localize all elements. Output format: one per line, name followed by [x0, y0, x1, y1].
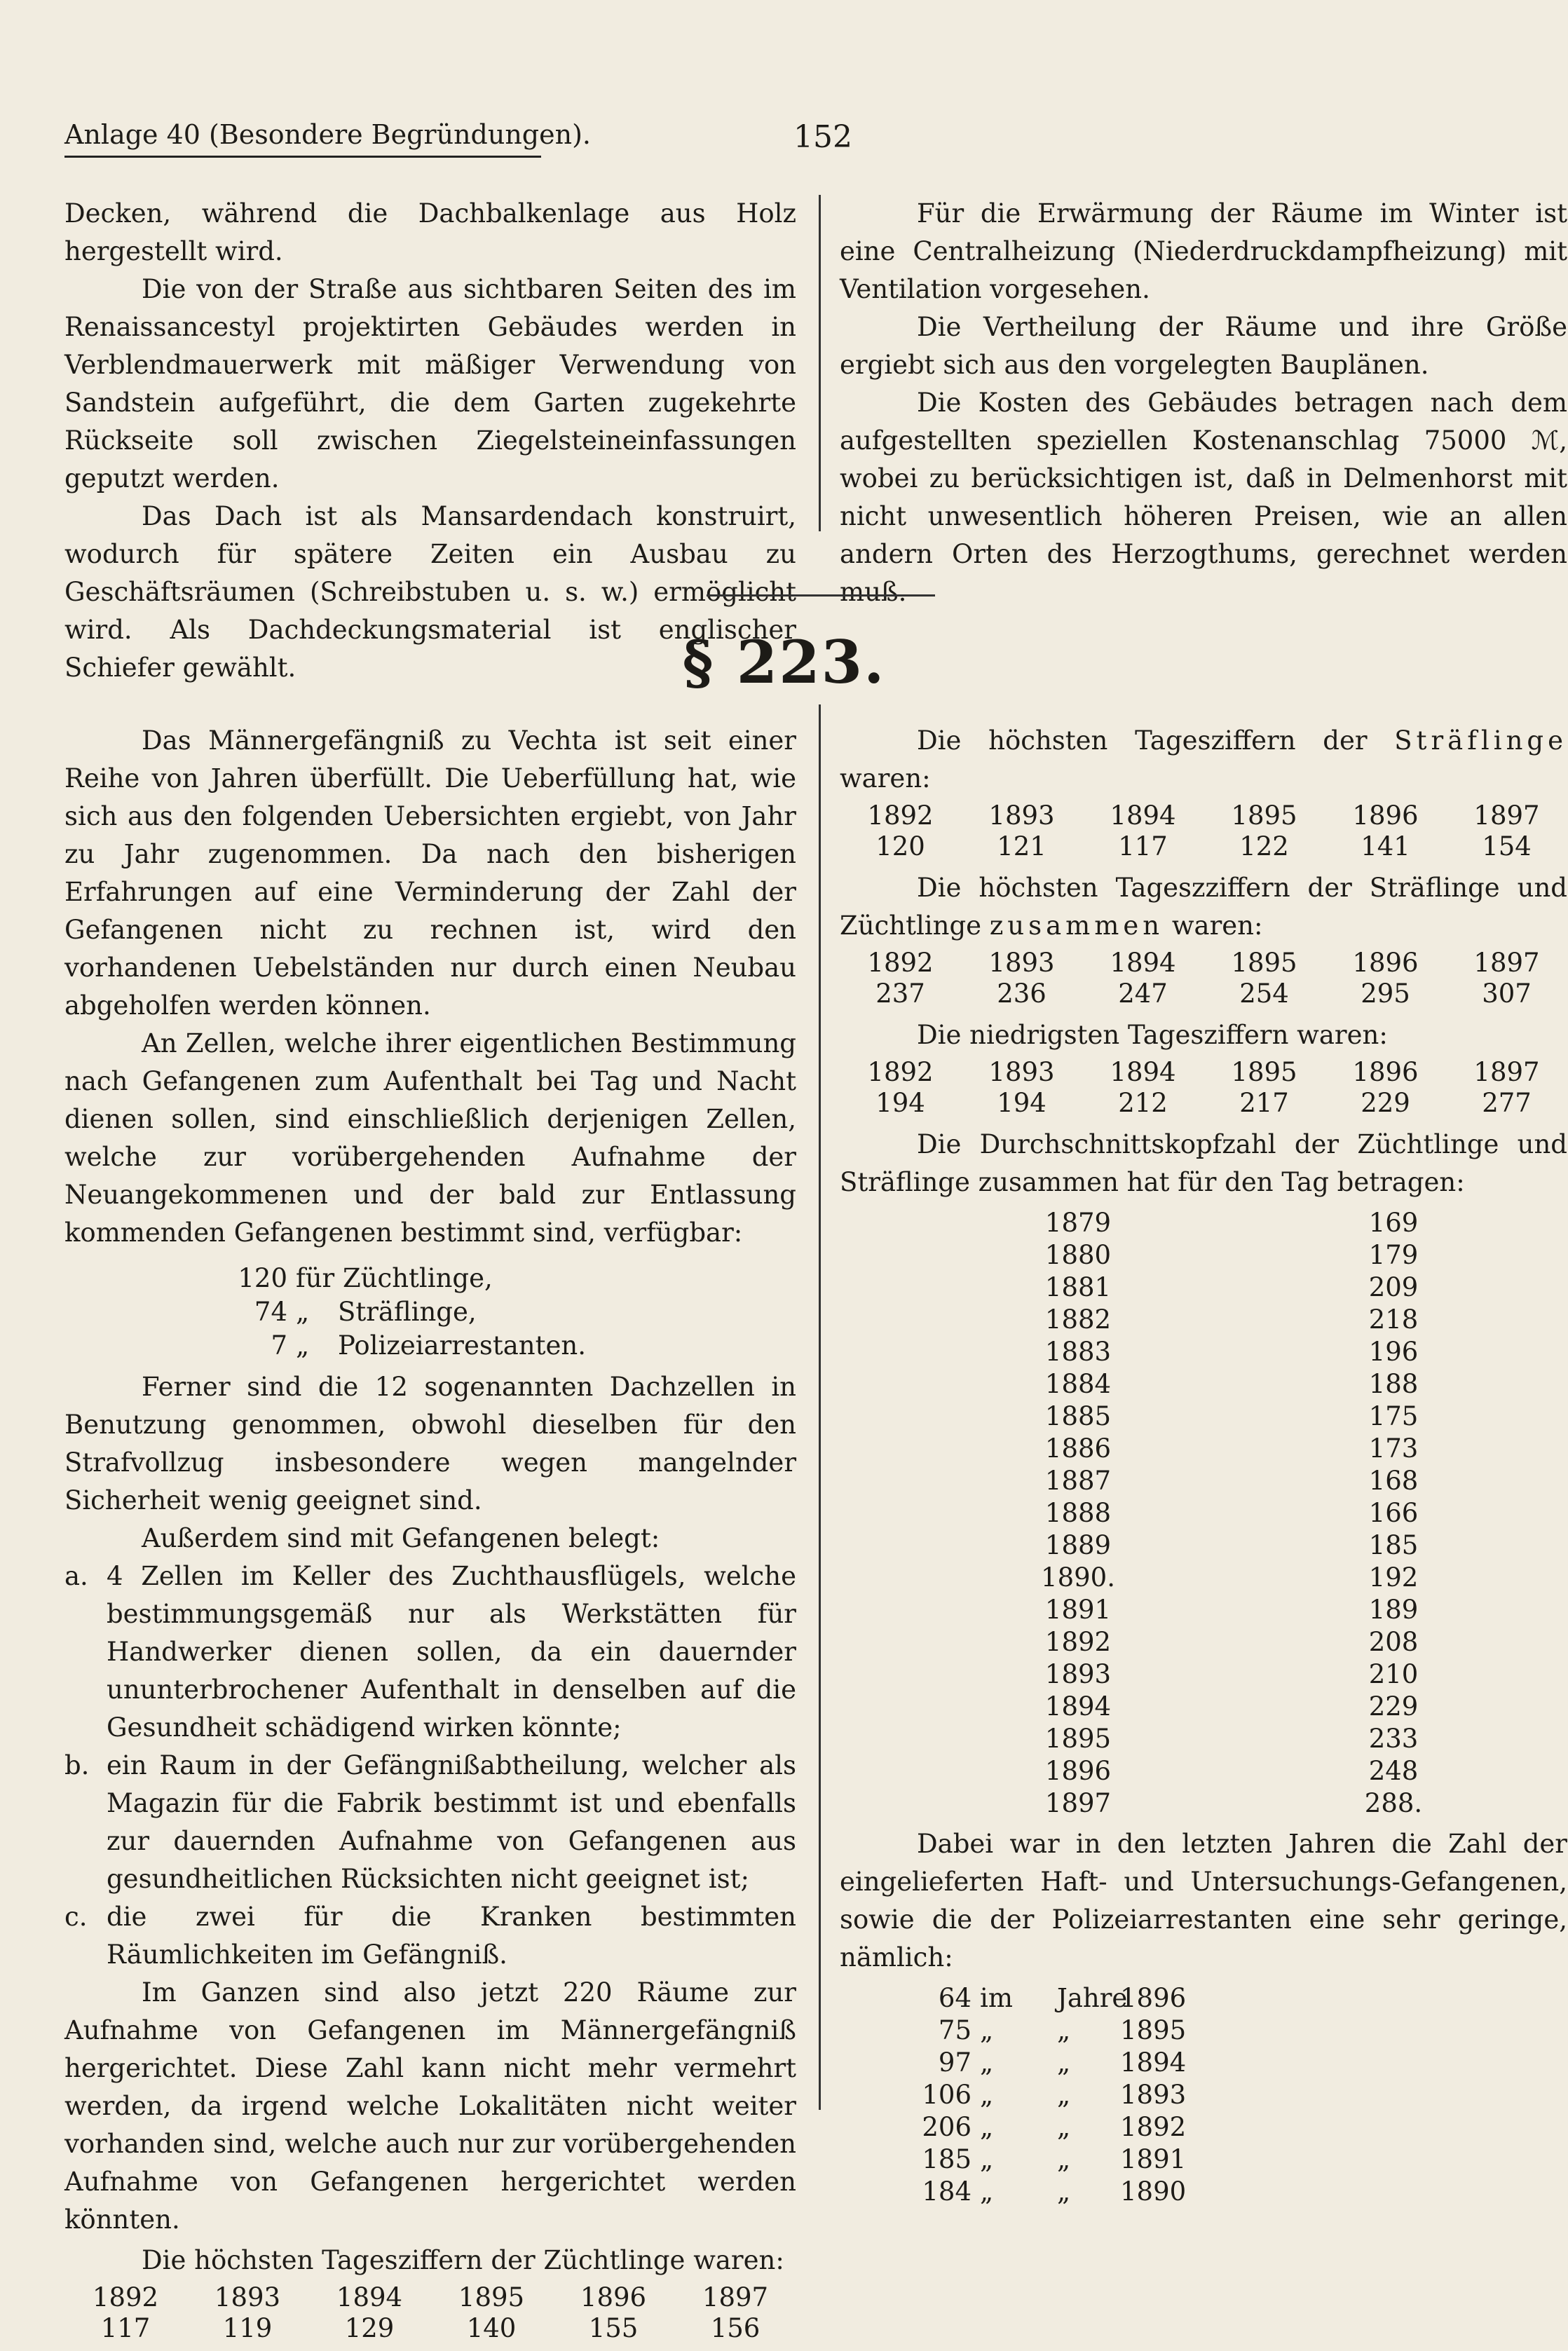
- year-cell: 1893: [1120, 2080, 1187, 2110]
- year-cell: 1897: [1473, 1057, 1540, 1087]
- table-row: [952, 1465, 1567, 1497]
- table-row: [952, 1529, 1567, 1562]
- value-cell: 188: [1368, 1369, 1419, 1399]
- year-row: [64, 2282, 796, 2313]
- value-cell: 237: [875, 979, 925, 1009]
- table-row: [952, 1658, 1567, 1691]
- table-row: [952, 1368, 1567, 1401]
- list-item: [64, 1898, 796, 1974]
- year-cell: 1886: [1044, 1433, 1112, 1464]
- value-cell: 121: [997, 831, 1047, 861]
- year-cell: 1882: [1044, 1304, 1112, 1335]
- word-cell: Jahre: [1057, 1983, 1128, 2013]
- value-cell: 208: [1368, 1627, 1419, 1657]
- allocation-row: [64, 1295, 796, 1329]
- year-cell: 1895: [1231, 800, 1297, 831]
- value-cell: 141: [1361, 831, 1410, 861]
- value-cell: 295: [1361, 979, 1410, 1009]
- title-text: waren:: [840, 763, 931, 793]
- value-cell: 168: [1368, 1466, 1419, 1496]
- paragraph: Im Ganzen sind also jetzt 220 Räume zur Aufnahme von Gefangenen im Männergefängniß hergerichtet. Diese Zahl kann nicht mehr vermehrt werden, da irgend welche Lokalitäten nicht weiter vorhanden sind, welche auch nur zur vorübergehenden Aufnahme von Gefangenen hergerichtet werden könnten.: [64, 1977, 796, 2235]
- word-cell: „: [1057, 2047, 1071, 2078]
- value-cell: 192: [1368, 1562, 1419, 1593]
- year-cell: 1897: [702, 2282, 769, 2312]
- value-cell: 117: [100, 2313, 151, 2343]
- word-cell: „: [1057, 2112, 1071, 2142]
- value-cell: 196: [1368, 1337, 1419, 1367]
- year-cell: 1890.: [1041, 1562, 1115, 1593]
- table-row: [952, 1787, 1567, 1820]
- year-cell: 1894: [1110, 1057, 1176, 1087]
- table-title: Die höchsten Tagesziffern der Züchtlinge waren:: [142, 2245, 784, 2275]
- word-cell: „: [1057, 2144, 1071, 2174]
- value-cell: 210: [1368, 1659, 1419, 1689]
- title-emphasis: zusammen: [989, 911, 1164, 941]
- list-item: [64, 1558, 796, 1747]
- table-row: [952, 1755, 1567, 1787]
- haft-table: [840, 1982, 1567, 2208]
- right-column: [840, 722, 1567, 2214]
- word-cell: „: [1057, 2176, 1071, 2207]
- count-cell: 75: [938, 2015, 972, 2045]
- year-cell: 1879: [1044, 1208, 1112, 1238]
- section-title: § 223.: [682, 627, 886, 697]
- allocation-row: [64, 1329, 796, 1363]
- value-cell: 229: [1361, 1088, 1410, 1118]
- column-divider: [819, 704, 821, 2110]
- year-cell: 1892: [92, 2282, 159, 2312]
- table-row: [952, 1401, 1567, 1433]
- word-cell: „: [1057, 2015, 1071, 2045]
- table-row: [952, 1304, 1567, 1336]
- list-text: ein Raum in der Gefängnißabtheilung, welcher als Magazin für die Fabrik bestimmt ist und ebenfalls zur dauernden Aufnahme von Gefangenen aus gesundheitlichen Rücksichten nicht geeignet ist;: [107, 1750, 796, 1894]
- value-cell: 247: [1118, 979, 1168, 1009]
- word-cell: „: [1057, 2080, 1071, 2110]
- count-cell: 106: [922, 2080, 972, 2110]
- value-cell: 217: [1239, 1088, 1289, 1118]
- value-row: [840, 979, 1567, 1009]
- year-cell: 1880: [1044, 1240, 1112, 1270]
- list-text: 4 Zellen im Keller des Zuchthausflügels, welche bestimmungsgemäß nur als Werkstätten für Handwerker dienen sollen, da ein dauernder ununterbrochener Aufenthalt in denselben auf die Gesundheit schädigend wirken könnte;: [107, 1561, 796, 1743]
- year-cell: 1896: [580, 2282, 647, 2312]
- table-row: [952, 1691, 1567, 1723]
- year-cell: 1894: [1120, 2047, 1187, 2078]
- column-divider: [819, 195, 821, 531]
- cell-allocation: [64, 1262, 796, 1363]
- header-title: Anlage 40 (Besondere Begründungen).: [64, 119, 592, 150]
- value-cell: 119: [222, 2313, 273, 2343]
- value-cell: 120: [875, 831, 925, 861]
- year-cell: 1891: [1044, 1595, 1112, 1625]
- straeflinge-table: [840, 800, 1567, 862]
- allocation-count: 7: [271, 1330, 287, 1361]
- year-cell: 1892: [867, 1057, 934, 1087]
- allocation-label: für Züchtlinge,: [296, 1263, 493, 1293]
- value-cell: 175: [1368, 1401, 1419, 1431]
- value-cell: 248: [1368, 1756, 1419, 1786]
- niedrigsten-table: [840, 1057, 1567, 1119]
- left-column: [64, 722, 796, 2351]
- value-cell: 229: [1368, 1691, 1419, 1722]
- table-row: [952, 1594, 1567, 1626]
- value-cell: 122: [1239, 831, 1289, 861]
- table-row: [896, 1982, 1567, 2015]
- table-row: [896, 2111, 1567, 2144]
- year-cell: 1892: [867, 800, 934, 831]
- year-cell: 1893: [988, 948, 1055, 978]
- value-cell: 129: [344, 2313, 395, 2343]
- year-cell: 1884: [1044, 1369, 1112, 1399]
- list-text: die zwei für die Kranken bestimmten Räumlichkeiten im Gefängniß.: [107, 1902, 796, 1970]
- table-row: [952, 1723, 1567, 1755]
- table-row: [896, 2144, 1567, 2176]
- word-cell: „: [980, 2015, 994, 2045]
- paragraph: Ferner sind die 12 sogenannten Dachzellen in Benutzung genommen, obwohl dieselben für den Strafvollzug insbesondere wegen mangelnder Sicherheit wenig geeignet sind.: [64, 1372, 796, 1515]
- year-cell: 1890: [1120, 2176, 1187, 2207]
- value-row: [840, 831, 1567, 862]
- section-rule: [707, 594, 935, 597]
- allocation-label: Polizeiarrestanten.: [338, 1330, 586, 1361]
- paragraph: An Zellen, welche ihrer eigentlichen Bestimmung nach Gefangenen zum Aufenthalt bei Tag und Nacht dienen sollen, sind einschließlich derjenigen Zellen, welche zur vorübergehenden Aufnahme der Neuangekommenen und der bald zur Entlassung kommenden Gefangenen bestimmt sind, verfügbar:: [64, 1028, 796, 1248]
- table-row: [952, 1272, 1567, 1304]
- year-cell: 1896: [1352, 1057, 1419, 1087]
- word-cell: „: [980, 2176, 994, 2207]
- year-row: [840, 800, 1567, 831]
- year-cell: 1897: [1044, 1788, 1112, 1818]
- value-cell: 140: [466, 2313, 517, 2343]
- allocation-mark: „: [296, 1297, 310, 1327]
- table-row: [952, 1336, 1567, 1368]
- year-cell: 1895: [1120, 2015, 1187, 2045]
- value-cell: 218: [1368, 1304, 1419, 1335]
- year-row: [840, 1057, 1567, 1088]
- year-cell: 1895: [1044, 1724, 1112, 1754]
- year-cell: 1893: [1044, 1659, 1112, 1689]
- count-cell: 184: [922, 2176, 972, 2207]
- year-cell: 1896: [1352, 948, 1419, 978]
- zuechtlinge-table: [64, 2282, 796, 2344]
- value-row: [840, 1088, 1567, 1119]
- year-row: [840, 948, 1567, 979]
- year-cell: 1885: [1044, 1401, 1112, 1431]
- value-cell: 194: [997, 1088, 1047, 1118]
- year-cell: 1893: [988, 1057, 1055, 1087]
- year-cell: 1892: [867, 948, 934, 978]
- paragraph: Die von der Straße aus sichtbaren Seiten des im Renaissancestyl projektirten Gebäudes werden in Verblendmauerwerk mit mäßiger Verwendung von Sandstein aufgeführt, die dem Garten zugekehrte Rückseite soll zwischen Ziegelsteineinfassungen geputzt werden.: [64, 274, 796, 493]
- word-cell: „: [980, 2112, 994, 2142]
- table-row: [896, 2047, 1567, 2079]
- top-left-column: [64, 195, 796, 687]
- year-cell: 1895: [1231, 948, 1297, 978]
- value-row: [64, 2313, 796, 2344]
- count-cell: 64: [938, 1983, 972, 2013]
- page-number: 152: [793, 119, 852, 155]
- paragraph: Die Vertheilung der Räume und ihre Größe ergiebt sich aus den vorgelegten Bauplänen.: [840, 312, 1567, 380]
- value-cell: 254: [1239, 979, 1289, 1009]
- value-cell: 212: [1118, 1088, 1168, 1118]
- year-cell: 1888: [1044, 1498, 1112, 1528]
- paragraph: Außerdem sind mit Gefangenen belegt:: [142, 1523, 660, 1553]
- paragraph: Für die Erwärmung der Räume im Winter ist eine Centralheizung (Niederdruckdampfheizung) mit Ventilation vorgesehen.: [840, 198, 1567, 304]
- year-cell: 1891: [1120, 2144, 1187, 2174]
- table-row: [952, 1239, 1567, 1272]
- value-cell: 154: [1482, 831, 1532, 861]
- year-cell: 1892: [1120, 2112, 1187, 2142]
- value-cell: 166: [1368, 1498, 1419, 1528]
- table-title: [840, 722, 1567, 798]
- year-cell: 1894: [1110, 948, 1176, 978]
- running-header: [64, 119, 1501, 161]
- top-right-column: [840, 195, 1567, 611]
- allocation-row: [64, 1262, 796, 1295]
- value-cell: 156: [710, 2313, 761, 2343]
- year-cell: 1893: [988, 800, 1055, 831]
- count-cell: 185: [922, 2144, 972, 2174]
- year-cell: 1893: [214, 2282, 281, 2312]
- word-cell: „: [980, 2144, 994, 2174]
- year-cell: 1887: [1044, 1466, 1112, 1496]
- allocation-count: 120: [238, 1263, 287, 1293]
- year-cell: 1897: [1473, 948, 1540, 978]
- value-cell: 236: [997, 979, 1047, 1009]
- year-cell: 1896: [1044, 1756, 1112, 1786]
- value-cell: 117: [1118, 831, 1168, 861]
- count-cell: 97: [938, 2047, 972, 2078]
- value-cell: 173: [1368, 1433, 1419, 1464]
- average-table: [840, 1207, 1567, 1820]
- count-cell: 206: [922, 2112, 972, 2142]
- value-cell: 307: [1482, 979, 1532, 1009]
- value-cell: 169: [1368, 1208, 1419, 1238]
- year-cell: 1881: [1044, 1272, 1112, 1302]
- list-item: [64, 1747, 796, 1898]
- value-cell: 288.: [1364, 1788, 1423, 1818]
- table-title: Die niedrigsten Tagesziffern waren:: [917, 1020, 1388, 1050]
- paragraph: Die Kosten des Gebäudes betragen nach dem aufgestellten speziellen Kostenanschlag 75000 ℳ, wobei zu berücksichtigen ist, daß in Delmenhorst mit nicht unwesentlich höheren Preisen, wie an allen andern Orten des Herzogthums, gerechnet werden muß.: [840, 388, 1567, 607]
- value-cell: 209: [1368, 1272, 1419, 1302]
- zusammen-table: [840, 948, 1567, 1009]
- table-row: [952, 1562, 1567, 1594]
- allocation-mark: „: [296, 1330, 310, 1361]
- year-cell: 1897: [1473, 800, 1540, 831]
- list-label: b.: [64, 1750, 90, 1780]
- word-cell: „: [980, 2080, 994, 2110]
- value-cell: 194: [875, 1088, 925, 1118]
- value-cell: 233: [1368, 1724, 1419, 1754]
- year-cell: 1892: [1044, 1627, 1112, 1657]
- paragraph: Decken, während die Dachbalkenlage aus Holz hergestellt wird.: [64, 198, 796, 266]
- year-cell: 1896: [1120, 1983, 1187, 2013]
- value-cell: 185: [1368, 1530, 1419, 1560]
- table-title: [840, 869, 1567, 945]
- title-text: Die höchsten Tageszziffern der Sträflinge und Züchtlinge: [840, 873, 1567, 941]
- value-cell: 179: [1368, 1240, 1419, 1270]
- value-cell: 155: [588, 2313, 639, 2343]
- year-cell: 1894: [1110, 800, 1176, 831]
- table-row: [952, 1626, 1567, 1658]
- title-emphasis: Sträflinge: [1394, 725, 1567, 756]
- value-cell: 277: [1482, 1088, 1532, 1118]
- year-cell: 1894: [336, 2282, 403, 2312]
- paragraph: Das Dach ist als Mansardendach konstruirt, wodurch für spätere Zeiten ein Ausbau zu Geschäftsräumen (Schreibstuben u. s. w.) ermöglicht wird. Als Dachdeckungsmaterial ist englischer Schiefer gewählt.: [64, 501, 796, 683]
- title-text: Die höchsten Tagesziffern der: [917, 725, 1368, 756]
- paragraph: Dabei war in den letzten Jahren die Zahl der eingelieferten Haft- und Untersuchungs-Gefangenen, sowie die der Polizeiarrestanten eine sehr geringe, nämlich:: [840, 1829, 1567, 1972]
- allocation-count: 74: [254, 1297, 287, 1327]
- list-label: c.: [64, 1902, 88, 1932]
- year-cell: 1883: [1044, 1337, 1112, 1367]
- year-cell: 1895: [458, 2282, 525, 2312]
- year-cell: 1896: [1352, 800, 1419, 831]
- list-label: a.: [64, 1561, 88, 1591]
- allocation-label: Sträflinge,: [338, 1297, 477, 1327]
- table-row: [896, 2015, 1567, 2047]
- paragraph: Das Männergefängniß zu Vechta ist seit einer Reihe von Jahren überfüllt. Die Ueberfüllung hat, wie sich aus den folgenden Uebersichten ergiebt, von Jahr zu Jahr zugenommen. Da nach den bisherigen Erfahrungen auf eine Verminderung der Zahl der Gefangenen nicht zu rechnen ist, wird den vorhandenen Uebelständen nur durch einen Neubau abgeholfen werden können.: [64, 725, 796, 1021]
- header-underline: [64, 156, 541, 158]
- word-cell: im: [980, 1983, 1013, 2013]
- word-cell: „: [980, 2047, 994, 2078]
- table-row: [952, 1497, 1567, 1529]
- year-cell: 1889: [1044, 1530, 1112, 1560]
- year-cell: 1894: [1044, 1691, 1112, 1722]
- table-row: [896, 2079, 1567, 2111]
- table-title: Die Durchschnittskopfzahl der Züchtlinge und Sträflinge zusammen hat für den Tag betragen:: [840, 1129, 1567, 1197]
- table-row: [952, 1433, 1567, 1465]
- value-cell: 189: [1368, 1595, 1419, 1625]
- year-cell: 1895: [1231, 1057, 1297, 1087]
- table-row: [952, 1207, 1567, 1239]
- title-text: waren:: [1171, 911, 1263, 941]
